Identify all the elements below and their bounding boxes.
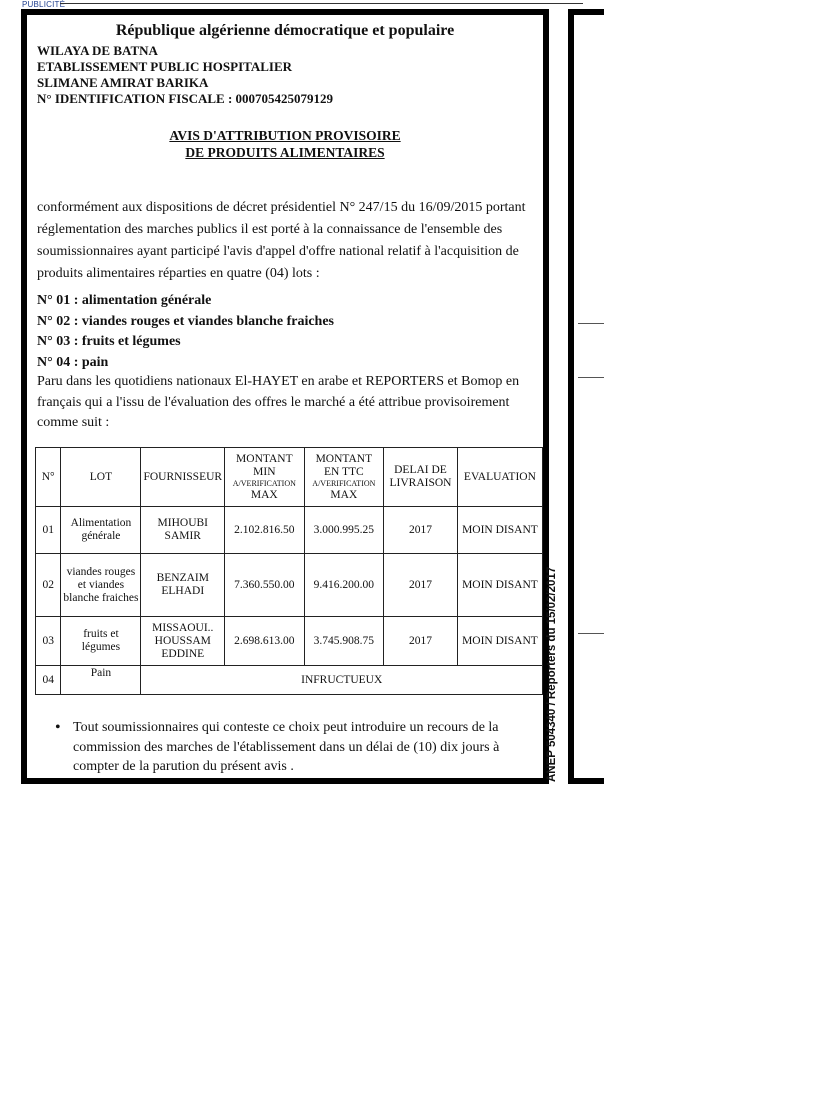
cell-evaluation: MOIN DISANT <box>457 507 542 554</box>
cell-montant-ttc: 9.416.200.00 <box>304 554 384 617</box>
section-label: PUBLICITÉ <box>22 0 66 9</box>
lot-item: N° 03 : fruits et légumes <box>37 334 181 349</box>
cell-fournisseur: MIHOUBI SAMIR <box>141 507 225 554</box>
cell-montant-min: 2.102.816.50 <box>225 507 305 554</box>
cell-montant-min: 2.698.613.00 <box>225 617 305 666</box>
bullet-icon: • <box>55 719 61 736</box>
cell-evaluation: MOIN DISANT <box>457 554 542 617</box>
header-delai: DELAI DE LIVRAISON <box>384 448 458 507</box>
table-header-row <box>36 448 543 507</box>
cell-num: 01 <box>36 507 61 554</box>
cell-lot: viandes rouges et viandes blanche fraiches <box>61 554 141 617</box>
divider <box>578 323 604 324</box>
table-row <box>36 617 543 666</box>
header-num: N° <box>36 448 61 507</box>
table-row <box>36 666 543 695</box>
header-lot: LOT <box>61 448 141 507</box>
table-row <box>36 507 543 554</box>
cell-delai: 2017 <box>384 617 458 666</box>
cell-delai: 2017 <box>384 554 458 617</box>
issuer-line: N° IDENTIFICATION FISCALE : 000705425079129 <box>37 91 334 106</box>
top-rule <box>60 3 583 4</box>
cell-num: 02 <box>36 554 61 617</box>
header-montant-min <box>225 448 305 507</box>
issuer-line: WILAYA DE BATNA <box>37 43 158 58</box>
header-montant-min-bottom: MAX <box>250 488 278 501</box>
cell-num: 03 <box>36 617 61 666</box>
cell-status: INFRUCTUEUX <box>141 666 543 695</box>
notice-title <box>27 127 543 161</box>
recourse-text: Tout soumissionnaires qui conteste ce choix peut introduire un recours de la commission des marches de l'établissement dans un délai de (10) dix jours à compter de la parution du présent avis . <box>73 720 500 774</box>
header-montant-ttc-bottom: MAX <box>330 488 358 501</box>
cell-lot: Alimentation générale <box>61 507 141 554</box>
lot-item: N° 02 : viandes rouges et viandes blanche fraiches <box>37 313 335 329</box>
issuer-line: SLIMANE AMIRAT BARIKA <box>37 75 209 90</box>
publication-paragraph: Paru dans les quotidiens nationaux El-HAYET en arabe et REPORTERS et Bomop en français qui a l'issu de l'évaluation des offres le marché a été attribue provisoirement comme suit : <box>37 374 520 430</box>
adjacent-ad-edge <box>568 9 604 784</box>
issuer-line: ETABLISSEMENT PUBLIC HOSPITALIER <box>37 59 293 74</box>
table-row <box>36 554 543 617</box>
lot-item: N° 01 : alimentation générale <box>37 293 212 308</box>
side-reference: ANEP 504340 / Reporters du 15/02/2017 <box>546 566 558 782</box>
cell-num: 04 <box>36 666 61 695</box>
cell-fournisseur: MISSAOUI.. HOUSSAM EDDINE <box>141 617 225 666</box>
header-montant-min-top: MONTANT MIN <box>236 452 293 478</box>
cell-lot: Pain <box>61 666 141 695</box>
cell-montant-min: 7.360.550.00 <box>225 554 305 617</box>
header-montant-ttc-top: MONTANT EN TTC <box>315 452 373 478</box>
ad-title: République algérienne démocratique et populaire <box>115 22 455 39</box>
header-evaluation: EVALUATION <box>457 448 542 507</box>
body-text: conformément aux dispositions de décret présidentiel N° 247/15 du 16/09/2015 portant réglementation des marches publics il est porté à la connaissance de l'ensemble des soumissionnaires ayant participé l'avis d'appel d'offre national relatif à l'acquisition de produits alimentaires réparties en quatre (04) lots : <box>37 200 526 281</box>
cell-lot: fruits et légumes <box>61 617 141 666</box>
lot-item: N° 04 : pain <box>37 354 109 370</box>
header-montant-ttc-sub: A/VERIFICATION <box>312 478 376 488</box>
divider <box>578 633 604 634</box>
attribution-table <box>35 447 543 695</box>
cell-delai: 2017 <box>384 507 458 554</box>
notice-title-line-1: AVIS D'ATTRIBUTION PROVISOIRE <box>169 128 401 143</box>
notice-title-line-2: DE PRODUITS ALIMENTAIRES <box>185 145 385 160</box>
body-paragraph <box>37 197 529 285</box>
header-fournisseur: FOURNISSEUR <box>141 448 225 507</box>
header-montant-ttc <box>304 448 384 507</box>
cell-evaluation: MOIN DISANT <box>457 617 542 666</box>
legal-notice-ad <box>21 9 549 784</box>
cell-montant-ttc: 3.000.995.25 <box>304 507 384 554</box>
lots-list <box>37 291 334 373</box>
recourse-note <box>55 718 527 777</box>
cell-fournisseur: BENZAIM ELHADI <box>141 554 225 617</box>
cell-montant-ttc: 3.745.908.75 <box>304 617 384 666</box>
header-montant-min-sub: A/VERIFICATION <box>232 478 296 488</box>
issuer-header <box>37 43 333 107</box>
divider <box>578 377 604 378</box>
